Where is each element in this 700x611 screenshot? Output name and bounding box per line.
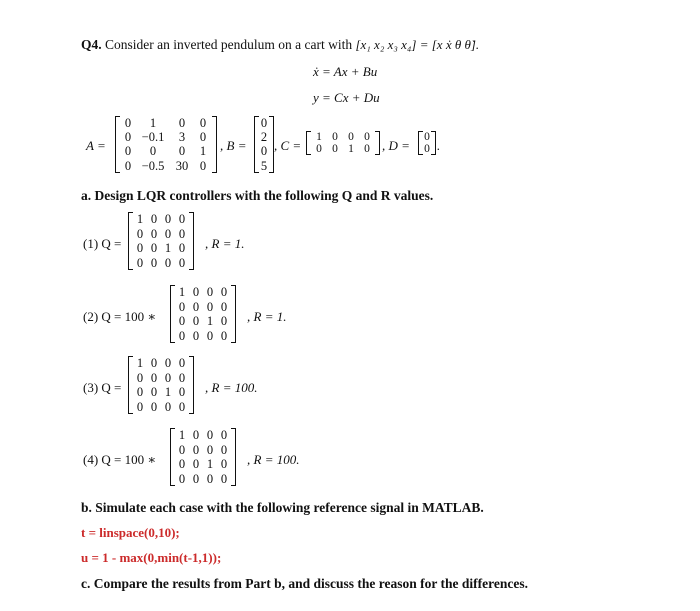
q-matrix-cell: 0 xyxy=(192,428,200,442)
case-1-q-matrix xyxy=(128,212,194,270)
matrix-d-cell: 0 xyxy=(424,131,430,143)
q-matrix-cell: 0 xyxy=(206,299,214,314)
q-matrix-cell: 0 xyxy=(220,328,228,343)
q-matrix-cell: 0 xyxy=(192,328,200,343)
q-matrix-cell: 1 xyxy=(206,457,214,471)
q-matrix-cell: 0 xyxy=(178,328,186,343)
matrix-c-cell: 0 xyxy=(316,143,322,155)
state-vector: [x₁ x₂ x₃ x₄] = [x ẋ θ θ̇]. xyxy=(355,37,480,52)
q-matrix-cell: 0 xyxy=(178,385,186,399)
case-4-suffix: , R = 100. xyxy=(247,452,300,467)
q-matrix-cell: 0 xyxy=(178,212,186,226)
q-matrix-cell: 0 xyxy=(150,212,158,226)
matrix-a-cell: 0 xyxy=(124,130,132,145)
q-matrix-cell: 0 xyxy=(206,471,214,486)
matrix-a-cell: −0.1 xyxy=(141,130,165,145)
part-a-label: a. xyxy=(81,188,92,203)
q-matrix-cell: 0 xyxy=(164,212,172,226)
matrix-d-end: . xyxy=(437,138,441,153)
matrix-c-cell: 0 xyxy=(332,143,338,155)
q-matrix-cell: 0 xyxy=(220,428,228,442)
q-matrix-cell: 0 xyxy=(178,471,186,486)
case-1-suffix: , R = 1. xyxy=(205,236,245,251)
case-3-q-matrix xyxy=(128,356,194,414)
part-c-label: c. xyxy=(81,576,91,591)
q-matrix-cell: 0 xyxy=(178,241,186,255)
q-matrix-cell: 0 xyxy=(192,285,200,299)
q-matrix-cell: 0 xyxy=(220,285,228,299)
matrix-a-cell: 1 xyxy=(149,116,157,130)
q-matrix-cell: 0 xyxy=(220,314,228,328)
part-c xyxy=(81,575,528,593)
matrix-b-cell: 2 xyxy=(260,130,268,145)
q-matrix-cell: 0 xyxy=(150,385,158,399)
q-matrix-cell: 0 xyxy=(206,442,214,457)
matrix-b xyxy=(254,116,274,173)
part-c-text: Compare the results from Part b, and discuss the reason for the differences. xyxy=(93,576,528,591)
q-matrix-cell: 0 xyxy=(192,471,200,486)
case-2-prefix: (2) Q = 100 ∗ xyxy=(83,309,157,324)
q-matrix-cell: 0 xyxy=(136,385,144,399)
q-matrix-cell: 0 xyxy=(136,399,144,414)
matrix-d xyxy=(418,131,436,155)
matrix-a-cell: 3 xyxy=(178,130,186,145)
case-4-q-matrix xyxy=(170,428,236,486)
case-1-prefix: (1) Q = xyxy=(83,236,122,251)
q-matrix-cell: 0 xyxy=(178,314,186,328)
part-b-label: b. xyxy=(81,500,92,515)
q-matrix-cell: 0 xyxy=(164,399,172,414)
q-matrix-cell: 0 xyxy=(178,442,186,457)
matrix-a-cell: 0 xyxy=(199,158,207,173)
q-matrix-cell: 0 xyxy=(220,442,228,457)
question-intro: Consider an inverted pendulum on a cart with xyxy=(105,37,353,52)
q-matrix-cell: 0 xyxy=(192,457,200,471)
matrix-b-cell: 5 xyxy=(260,158,268,173)
question-label: Q4. xyxy=(81,37,102,52)
matrix-a-cell: −0.5 xyxy=(141,158,165,173)
q-matrix-cell: 0 xyxy=(220,299,228,314)
q-matrix-cell: 0 xyxy=(178,370,186,385)
q-matrix-cell: 0 xyxy=(178,457,186,471)
case-4-prefix: (4) Q = 100 ∗ xyxy=(83,452,157,467)
q-matrix-cell: 0 xyxy=(136,241,144,255)
q-matrix-cell: 0 xyxy=(136,226,144,241)
q-matrix-cell: 0 xyxy=(164,370,172,385)
matrix-a-cell: 0 xyxy=(199,130,207,145)
q-matrix-cell: 0 xyxy=(150,356,158,370)
q-matrix-cell: 0 xyxy=(220,471,228,486)
question-header xyxy=(81,36,479,54)
matrix-b-cell: 0 xyxy=(260,116,268,130)
q-matrix-cell: 0 xyxy=(206,285,214,299)
matrix-c-label: , C = xyxy=(274,138,302,153)
q-matrix-cell: 1 xyxy=(178,285,186,299)
q-matrix-cell: 0 xyxy=(150,370,158,385)
output-equation: y = Cx + Du xyxy=(313,90,380,105)
part-a xyxy=(81,187,433,205)
q-matrix-cell: 0 xyxy=(178,255,186,270)
q-matrix-cell: 0 xyxy=(136,255,144,270)
case-2-suffix: , R = 1. xyxy=(247,309,287,324)
q-matrix-cell: 1 xyxy=(178,428,186,442)
q-matrix-cell: 0 xyxy=(150,255,158,270)
matrix-a-cell: 30 xyxy=(175,158,189,173)
case-2-q-matrix xyxy=(170,285,236,343)
q-matrix-cell: 0 xyxy=(178,299,186,314)
matrix-a xyxy=(115,116,217,173)
matrix-a-cell: 1 xyxy=(199,144,207,159)
matrix-a-cell: 0 xyxy=(178,144,186,159)
q-matrix-cell: 0 xyxy=(220,457,228,471)
q-matrix-cell: 0 xyxy=(164,226,172,241)
case-3-prefix: (3) Q = xyxy=(83,380,122,395)
q-matrix-cell: 0 xyxy=(150,241,158,255)
matrix-a-cell: 0 xyxy=(199,116,207,130)
q-matrix-cell: 1 xyxy=(206,314,214,328)
matrix-b-cell: 0 xyxy=(260,144,268,159)
matrix-c-cell: 0 xyxy=(348,131,354,143)
matrix-b-label: , B = xyxy=(220,138,247,153)
matrix-a-cell: 0 xyxy=(178,116,186,130)
q-matrix-cell: 0 xyxy=(206,328,214,343)
matlab-code-line-1: t = linspace(0,10); xyxy=(81,525,180,540)
q-matrix-cell: 1 xyxy=(136,212,144,226)
q-matrix-cell: 0 xyxy=(206,428,214,442)
q-matrix-cell: 0 xyxy=(150,226,158,241)
matrix-a-cell: 0 xyxy=(124,158,132,173)
q-matrix-cell: 0 xyxy=(192,299,200,314)
q-matrix-cell: 0 xyxy=(192,442,200,457)
q-matrix-cell: 0 xyxy=(192,314,200,328)
state-equation: ẋ = Ax + Bu xyxy=(313,64,378,79)
matrix-d-cell: 0 xyxy=(424,143,430,155)
q-matrix-cell: 1 xyxy=(164,241,172,255)
matrix-c-cell: 0 xyxy=(364,131,370,143)
part-a-text: Design LQR controllers with the following Q and R values. xyxy=(94,188,434,203)
matrix-a-cell: 0 xyxy=(124,144,132,159)
q-matrix-cell: 0 xyxy=(136,370,144,385)
q-matrix-cell: 1 xyxy=(164,385,172,399)
matrix-c-cell: 0 xyxy=(332,131,338,143)
matrix-a-cell: 0 xyxy=(149,144,157,159)
matrix-c xyxy=(306,131,380,155)
q-matrix-cell: 1 xyxy=(136,356,144,370)
part-b-text: Simulate each case with the following reference signal in MATLAB. xyxy=(95,500,484,515)
matrix-a-label: A = xyxy=(86,138,106,153)
part-b xyxy=(81,499,484,517)
matrix-c-cell: 1 xyxy=(348,143,354,155)
matrix-a-cell: 0 xyxy=(124,116,132,130)
matrix-c-cell: 0 xyxy=(364,143,370,155)
q-matrix-cell: 0 xyxy=(178,226,186,241)
case-3-suffix: , R = 100. xyxy=(205,380,258,395)
q-matrix-cell: 0 xyxy=(150,399,158,414)
q-matrix-cell: 0 xyxy=(164,255,172,270)
q-matrix-cell: 0 xyxy=(178,356,186,370)
matlab-code-line-2: u = 1 - max(0,min(t-1,1)); xyxy=(81,550,222,565)
q-matrix-cell: 0 xyxy=(164,356,172,370)
q-matrix-cell: 0 xyxy=(178,399,186,414)
matrix-c-cell: 1 xyxy=(316,131,322,143)
matrix-d-label: , D = xyxy=(382,138,410,153)
